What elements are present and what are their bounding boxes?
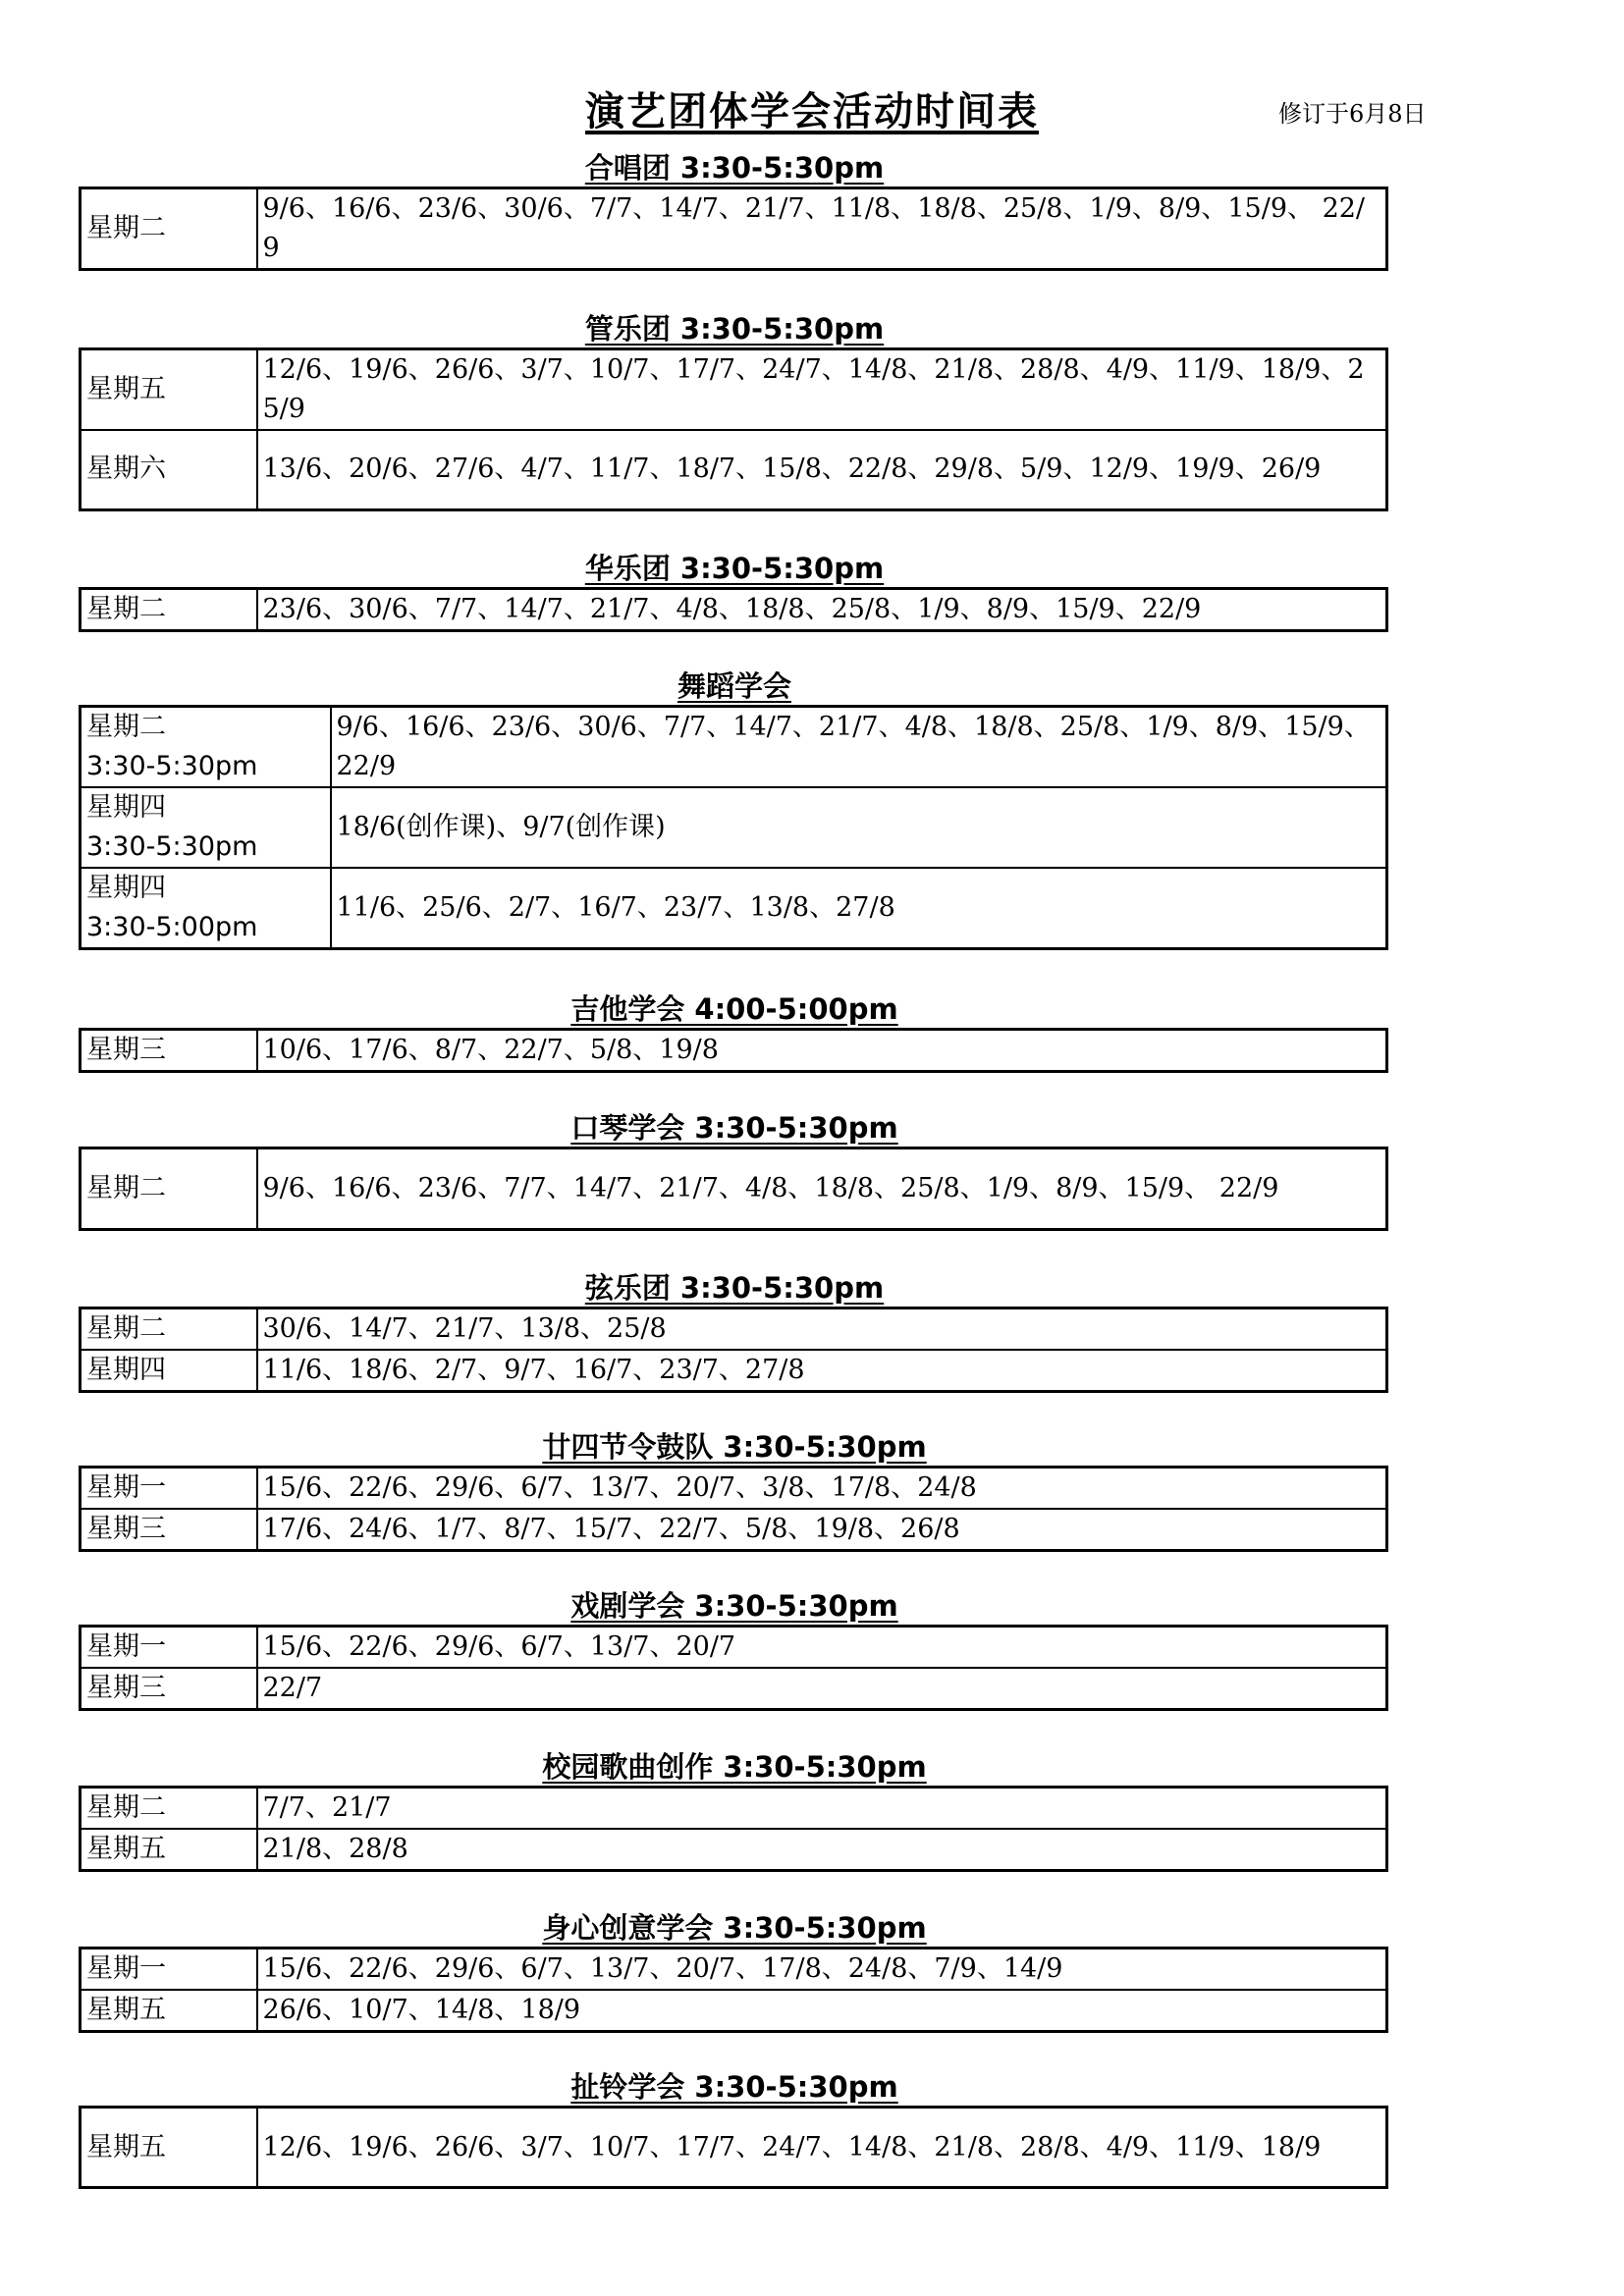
dates-cell: 15/6、22/6、29/6、6/7、13/7、20/7 xyxy=(257,1627,1387,1669)
day-cell xyxy=(81,1468,257,1510)
day-label: 星期五 xyxy=(86,1995,166,2025)
dates-cell: 13/6、20/6、27/6、4/7、11/7、18/7、15/8、22/8、29/8、5/9、12/9、19/9、26/9 xyxy=(257,430,1387,509)
day-cell xyxy=(81,1668,257,1710)
day-label: 星期二 xyxy=(86,594,166,624)
day-label: 星期四 xyxy=(86,873,166,903)
table-row xyxy=(81,589,1387,631)
day-cell xyxy=(81,188,257,270)
dates-cell: 9/6、16/6、23/6、30/6、7/7、14/7、21/7、11/8、18/8、25/8、1/9、8/9、15/9、 22/9 xyxy=(257,188,1387,270)
day-label: 星期三 xyxy=(86,1514,166,1544)
dates-cell: 12/6、19/6、26/6、3/7、10/7、17/7、24/7、14/8、21/8、28/8、4/9、11/9、18/9、25/9 xyxy=(257,349,1387,431)
section-title: 廿四节令鼓队 3:30-5:30pm xyxy=(542,1430,927,1464)
dates-cell: 23/6、30/6、7/7、14/7、21/7、4/8、18/8、25/8、1/9、8/9、15/9、22/9 xyxy=(257,589,1387,631)
table-row xyxy=(81,2108,1387,2188)
page-title: 演艺团体学会活动时间表 xyxy=(585,89,1039,134)
dates-cell: 30/6、14/7、21/7、13/8、25/8 xyxy=(257,1308,1387,1351)
day-label: 星期五 xyxy=(86,2131,166,2163)
dates-cell: 10/6、17/6、8/7、22/7、5/8、19/8 xyxy=(257,1030,1387,1072)
dates-cell: 11/6、25/6、2/7、16/7、23/7、13/8、27/8 xyxy=(331,868,1387,949)
table-row xyxy=(81,787,1387,868)
section-title: 校园歌曲创作 3:30-5:30pm xyxy=(542,1750,927,1784)
schedule-table xyxy=(79,1947,1388,2033)
schedule-table xyxy=(79,1307,1388,1393)
table-row xyxy=(81,1788,1387,1830)
day-label: 星期四 xyxy=(86,1355,166,1385)
schedule-table xyxy=(79,705,1388,950)
dates-cell: 15/6、22/6、29/6、6/7、13/7、20/7、17/8、24/8、7/9、14/9 xyxy=(257,1949,1387,1991)
day-label: 星期一 xyxy=(86,1472,166,1503)
day-cell xyxy=(81,349,257,431)
day-cell xyxy=(81,2108,257,2188)
day-label: 星期二 xyxy=(86,1173,166,1203)
schedule-table xyxy=(79,1147,1388,1231)
table-row xyxy=(81,188,1387,270)
table-row xyxy=(81,1668,1387,1710)
schedule-table xyxy=(79,1466,1388,1552)
table-row xyxy=(81,707,1387,788)
day-label: 星期三 xyxy=(86,1035,166,1065)
day-cell xyxy=(81,1949,257,1991)
dates-cell: 12/6、19/6、26/6、3/7、10/7、17/7、24/7、14/8、21/8、28/8、4/9、11/9、18/9 xyxy=(257,2108,1387,2188)
day-label: 星期二 xyxy=(86,213,166,243)
table-row xyxy=(81,1509,1387,1551)
day-cell xyxy=(81,1308,257,1351)
day-label: 星期一 xyxy=(86,1953,166,1984)
table-row xyxy=(81,1030,1387,1072)
dates-cell: 15/6、22/6、29/6、6/7、13/7、20/7、3/8、17/8、24/8 xyxy=(257,1468,1387,1510)
dates-cell: 26/6、10/7、14/8、18/9 xyxy=(257,1990,1387,2032)
day-label: 星期五 xyxy=(86,374,166,404)
section-title: 合唱团 3:30-5:30pm xyxy=(584,151,885,185)
section-title: 华乐团 3:30-5:30pm xyxy=(584,552,885,585)
dates-cell: 7/7、21/7 xyxy=(257,1788,1387,1830)
day-cell xyxy=(81,1148,257,1230)
day-cell xyxy=(81,1350,257,1392)
day-cell xyxy=(81,707,331,788)
section-title: 弦乐团 3:30-5:30pm xyxy=(584,1271,885,1305)
section-title: 管乐团 3:30-5:30pm xyxy=(584,312,885,346)
day-label: 星期一 xyxy=(86,1631,166,1662)
day-cell xyxy=(81,430,257,509)
day-cell xyxy=(81,1627,257,1669)
dates-cell: 17/6、24/6、1/7、8/7、15/7、22/7、5/8、19/8、26/8 xyxy=(257,1509,1387,1551)
dates-cell: 22/7 xyxy=(257,1668,1387,1710)
revision-note: 修订于6月8日 xyxy=(1278,100,1427,128)
day-label: 星期二 xyxy=(86,1313,166,1344)
section-title: 吉他学会 4:00-5:00pm xyxy=(570,992,898,1026)
table-row xyxy=(81,1350,1387,1392)
table-row xyxy=(81,349,1387,431)
table-row xyxy=(81,1627,1387,1669)
day-label: 星期四 xyxy=(86,792,166,823)
dates-cell: 18/6(创作课)、9/7(创作课) xyxy=(331,787,1387,868)
schedule-table xyxy=(79,1028,1388,1073)
day-label: 星期五 xyxy=(86,1834,166,1864)
table-row xyxy=(81,1829,1387,1871)
day-cell xyxy=(81,1509,257,1551)
table-row xyxy=(81,1468,1387,1510)
dates-cell: 21/8、28/8 xyxy=(257,1829,1387,1871)
time-label: 3:30-5:30pm xyxy=(86,751,258,781)
section-title: 身心创意学会 3:30-5:30pm xyxy=(542,1911,927,1945)
day-cell xyxy=(81,1788,257,1830)
section-title: 舞蹈学会 xyxy=(677,669,791,703)
day-cell xyxy=(81,589,257,631)
schedule-table xyxy=(79,1625,1388,1711)
schedule-table xyxy=(79,347,1388,511)
dates-cell: 11/6、18/6、2/7、9/7、16/7、23/7、27/8 xyxy=(257,1350,1387,1392)
section-title: 戏剧学会 3:30-5:30pm xyxy=(570,1589,898,1623)
day-cell xyxy=(81,787,331,868)
schedule-table xyxy=(79,1786,1388,1872)
table-row xyxy=(81,868,1387,949)
time-label: 3:30-5:00pm xyxy=(86,912,258,942)
day-label: 星期二 xyxy=(86,712,166,742)
day-cell xyxy=(81,868,331,949)
section-title: 扯铃学会 3:30-5:30pm xyxy=(570,2070,898,2104)
day-label: 星期三 xyxy=(86,1673,166,1703)
table-row xyxy=(81,1308,1387,1351)
day-cell xyxy=(81,1829,257,1871)
day-label: 星期二 xyxy=(86,1792,166,1823)
section-title: 口琴学会 3:30-5:30pm xyxy=(570,1111,898,1145)
time-label: 3:30-5:30pm xyxy=(86,831,258,862)
day-label: 星期六 xyxy=(86,454,166,485)
day-cell xyxy=(81,1990,257,2032)
table-row xyxy=(81,1148,1387,1230)
schedule-table xyxy=(79,587,1388,632)
table-row xyxy=(81,1990,1387,2032)
dates-cell: 9/6、16/6、23/6、30/6、7/7、14/7、21/7、4/8、18/8、25/8、1/9、8/9、15/9、 22/9 xyxy=(331,707,1387,788)
table-row xyxy=(81,1949,1387,1991)
dates-cell: 9/6、16/6、23/6、7/7、14/7、21/7、4/8、18/8、25/8、1/9、8/9、15/9、 22/9 xyxy=(257,1148,1387,1230)
schedule-table xyxy=(79,187,1388,271)
day-cell xyxy=(81,1030,257,1072)
table-row xyxy=(81,430,1387,509)
schedule-table xyxy=(79,2106,1388,2189)
